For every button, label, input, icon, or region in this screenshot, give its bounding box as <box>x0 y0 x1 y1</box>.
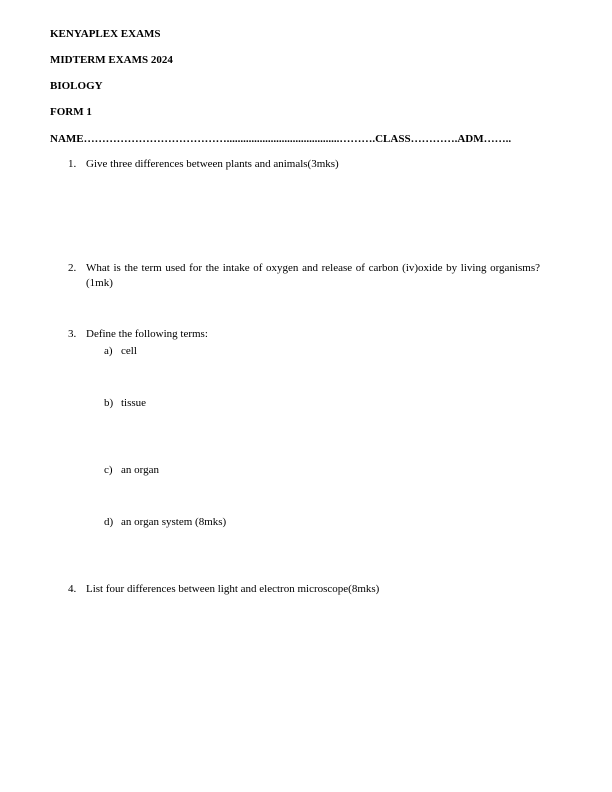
question-text: Give three differences between plants and animals(3mks) <box>86 158 339 170</box>
question-text: List four differences between light and electron microscope(8mks) <box>86 583 380 595</box>
question-number: 2. <box>68 262 77 274</box>
part-text: cell <box>121 345 137 357</box>
question-4 <box>68 582 540 597</box>
exam-title: MIDTERM EXAMS 2024 <box>50 54 173 66</box>
question-text: What is the term used for the intake of oxygen and release of carbon (iv)oxide by living organisms?(1mk) <box>86 262 540 289</box>
part-text: tissue <box>121 397 147 409</box>
part-label: a) <box>104 345 113 357</box>
question-2 <box>68 261 540 291</box>
student-details-line: NAME………………………………….........................................……….CLASS………….ADM…….. <box>50 133 512 145</box>
question-3-part-d <box>104 515 226 530</box>
part-text: an organ <box>121 464 159 476</box>
question-text: Define the following terms: <box>86 328 208 340</box>
question-3-part-b <box>104 396 146 411</box>
exam-form: FORM 1 <box>50 106 92 118</box>
question-number: 3. <box>68 328 77 340</box>
question-3-part-a <box>104 344 137 359</box>
part-label: c) <box>104 464 113 476</box>
question-number: 4. <box>68 583 77 595</box>
part-text: an organ system (8mks) <box>121 516 227 528</box>
question-3 <box>68 327 540 342</box>
part-label: d) <box>104 516 114 528</box>
part-label: b) <box>104 397 114 409</box>
question-3-part-c <box>104 463 159 478</box>
question-1 <box>68 157 540 172</box>
question-number: 1. <box>68 158 77 170</box>
exam-institution: KENYAPLEX EXAMS <box>50 28 161 40</box>
exam-subject: BIOLOGY <box>50 80 103 92</box>
